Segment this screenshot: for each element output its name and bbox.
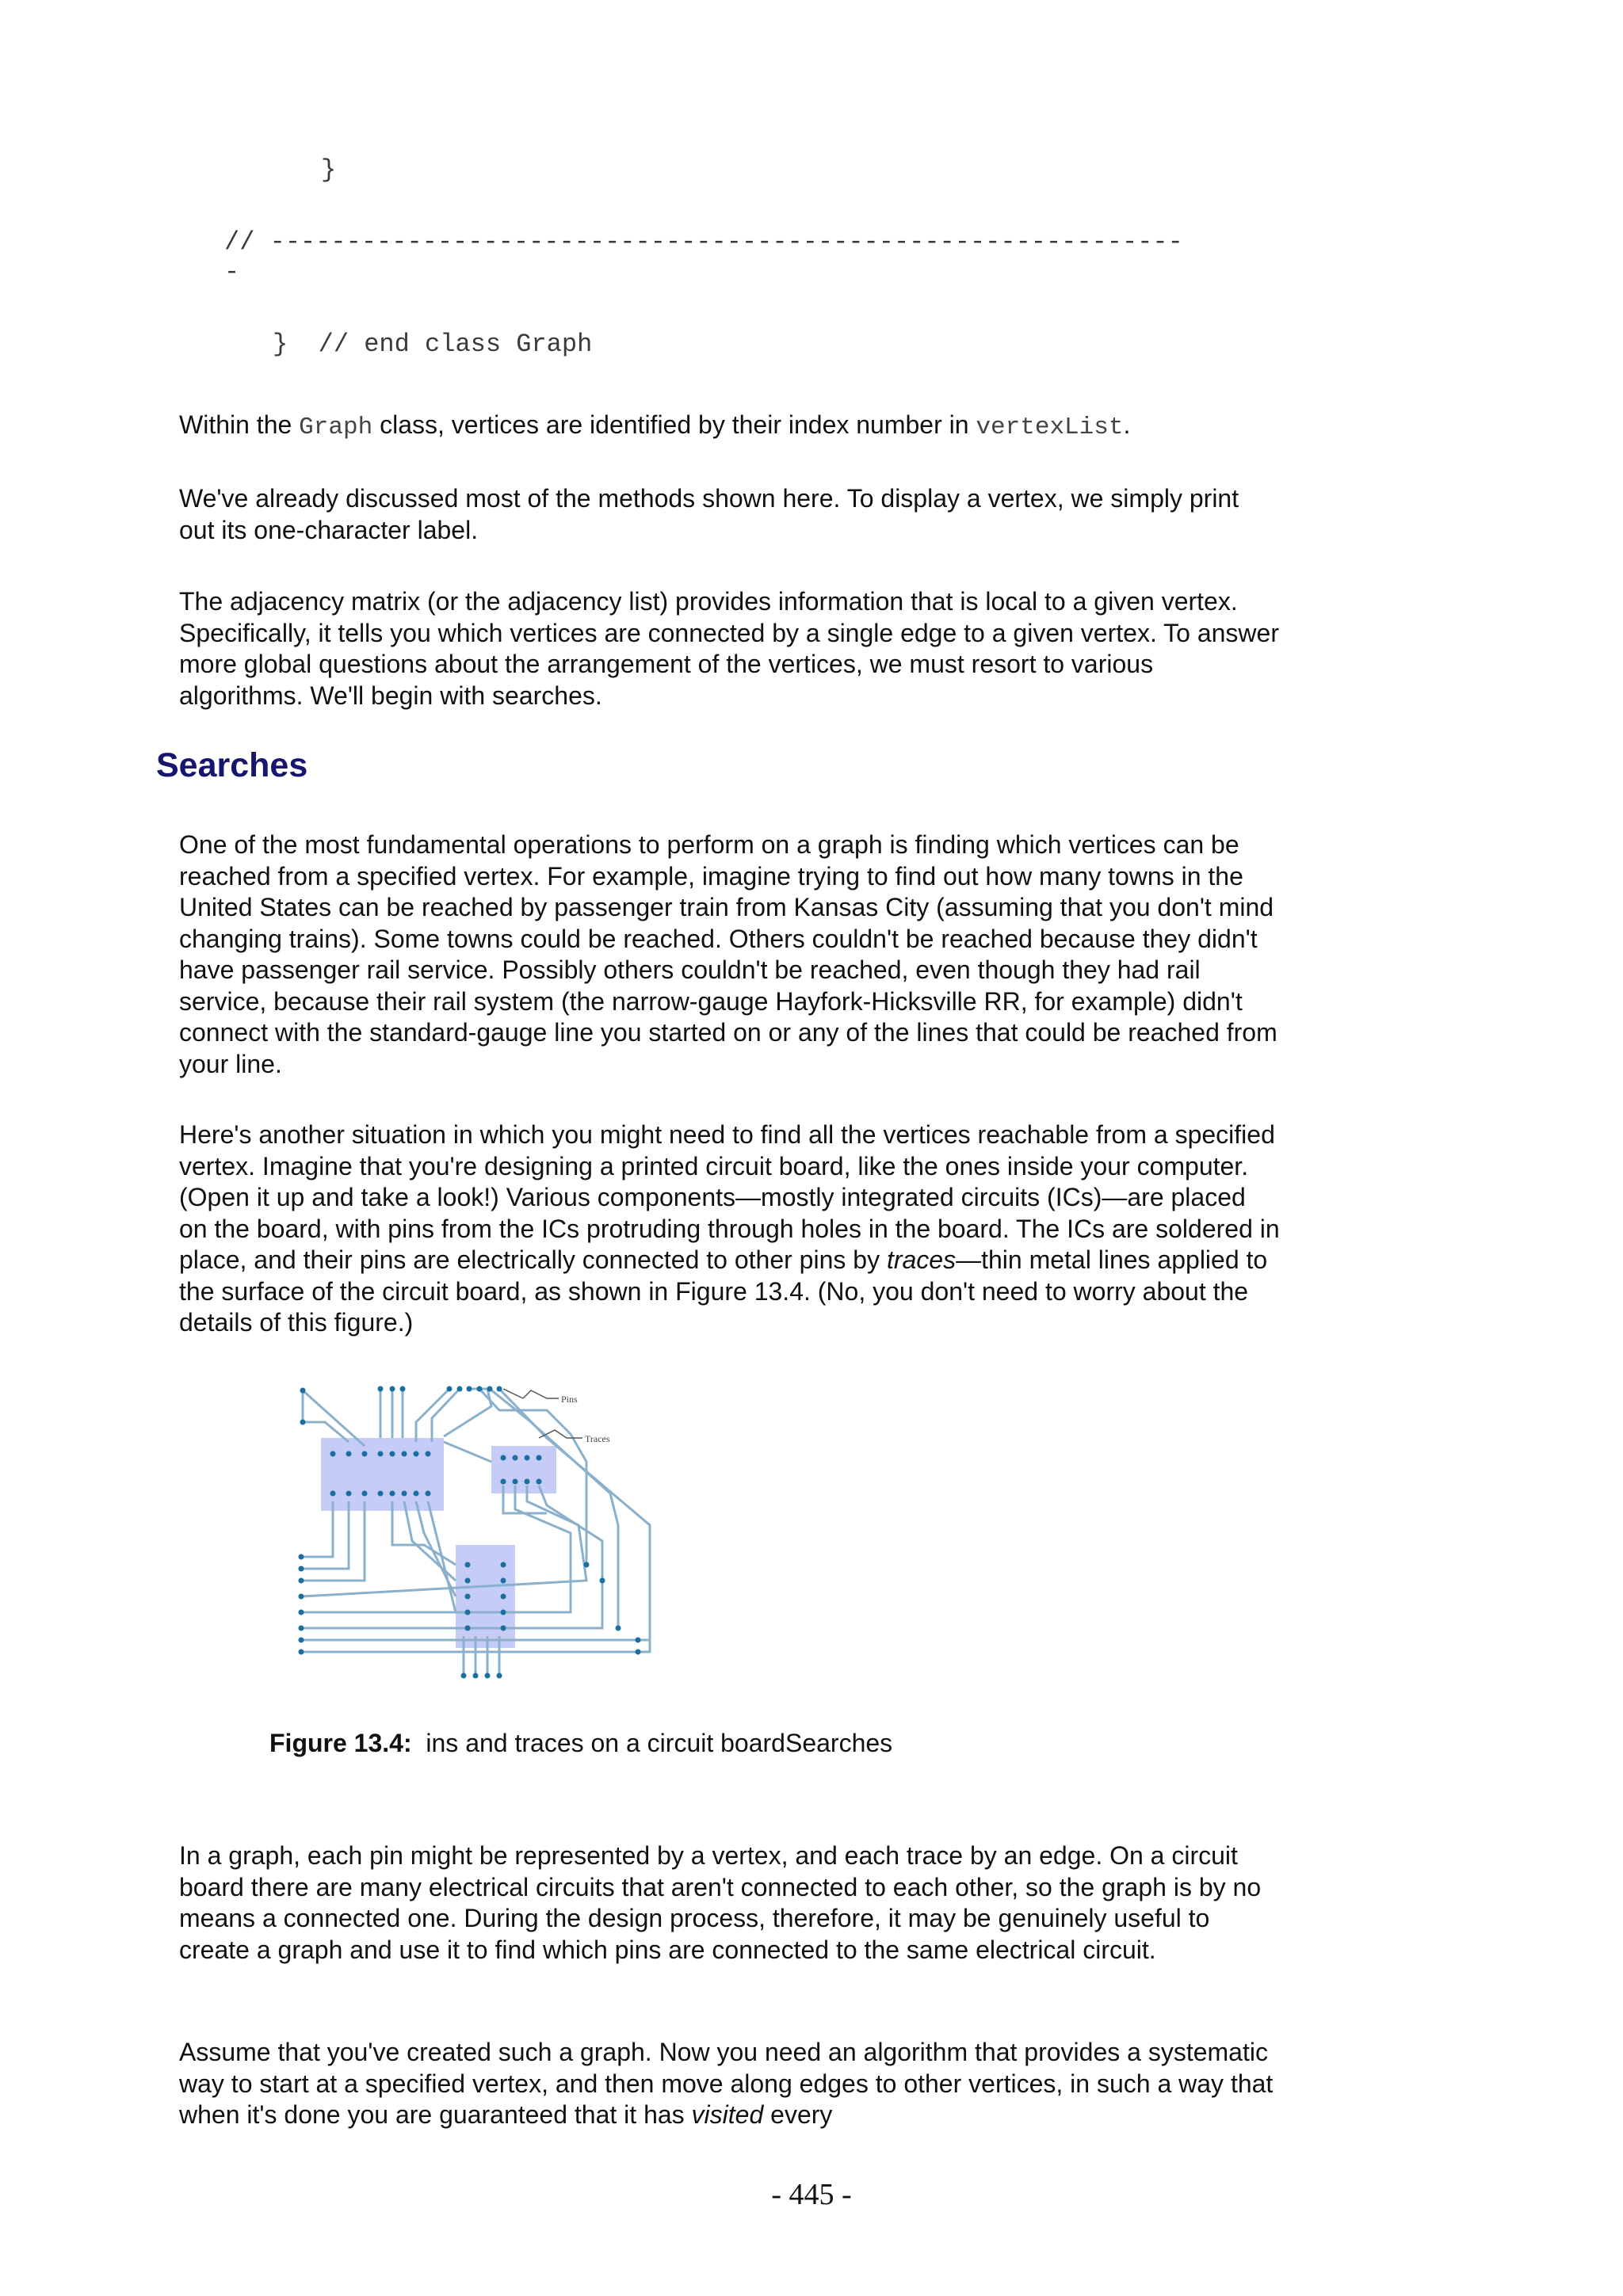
pin <box>465 1562 471 1568</box>
pin <box>501 1594 506 1600</box>
pin <box>467 1386 472 1392</box>
figure-label-traces: Traces <box>585 1433 610 1444</box>
pins-pointer <box>523 1390 559 1398</box>
figure-caption <box>269 1729 892 1758</box>
pin <box>402 1491 407 1497</box>
pin <box>402 1451 407 1457</box>
code-separator-comment: // ------------------------------------------------------------ <box>224 227 1183 257</box>
pin <box>299 1566 304 1572</box>
trace <box>444 1389 491 1436</box>
pin <box>400 1386 406 1392</box>
pin <box>477 1386 483 1392</box>
code-closing-brace: } <box>321 155 337 185</box>
pin <box>390 1451 395 1457</box>
paragraph-graph-class <box>179 410 1281 444</box>
figure-label-pins: Pins <box>561 1394 578 1405</box>
paragraph-methods: We've already discussed most of the methods shown here. To display a vertex, we simply print out its one-character label. <box>179 484 1239 544</box>
pin <box>473 1673 479 1679</box>
pin <box>346 1451 352 1457</box>
pin <box>465 1626 471 1631</box>
pin <box>525 1455 530 1461</box>
paragraph-text: Here's another situation in which you might need to find all the vertices reachable from a specified vertex. Imagine that you're designing a printed circuit board, like the ones inside your computer. (Open it up and take a look!) Various components—mostly integrated circuits (ICs)—are placed on the board, with pins from the ICs protruding through holes in the board. The ICs are soldered in place, and their pins are electrically connected to other pins by <box>179 1120 1280 1274</box>
pin <box>616 1626 621 1631</box>
pin <box>501 1610 506 1615</box>
inline-code-vertexlist: vertexList <box>976 414 1124 441</box>
pin <box>300 1388 306 1394</box>
chip-1 <box>321 1438 444 1511</box>
pin <box>447 1386 453 1392</box>
pin <box>378 1451 384 1457</box>
pin <box>501 1578 506 1584</box>
paragraph-text: Assume that you've created such a graph. Now you need an algorithm that provides a systematic way to start at a specified vertex, and then move along edges to other vertices, in such a way that when it's done you are guaranteed that it has <box>179 2038 1274 2129</box>
pin <box>461 1673 467 1679</box>
pin <box>537 1479 542 1485</box>
pin <box>457 1386 463 1392</box>
pin <box>299 1578 304 1584</box>
pin <box>513 1479 518 1485</box>
page-number: - 445 - <box>771 2178 852 2211</box>
pin <box>426 1491 431 1497</box>
paragraph-adjacency: The adjacency matrix (or the adjacency list) provides information that is local to a given vertex. Specifically, it tells you which vertices are connected by a single edge to a given vertex. To answer more global questions about the arrangement of the vertices, we must resort to various algorithms. We'll begin with searches. <box>179 587 1279 710</box>
pin <box>497 1673 502 1679</box>
pin <box>584 1562 590 1568</box>
pin <box>378 1386 384 1392</box>
trace <box>428 1501 456 1612</box>
pin <box>501 1479 506 1485</box>
paragraph-algorithm <box>179 2037 1281 2131</box>
section-heading-searches: Searches <box>156 746 308 784</box>
pin <box>497 1386 502 1392</box>
paragraph-text: every <box>763 2100 833 2129</box>
trace <box>303 1390 365 1446</box>
chip-3 <box>456 1545 515 1648</box>
pin <box>414 1491 419 1497</box>
pin <box>485 1673 491 1679</box>
pin <box>465 1578 471 1584</box>
paragraph-fundamental-operations: One of the most fundamental operations to perform on a graph is finding which vertices can be reached from a specified vertex. For example, imagine trying to find out how many towns in the United States can be reached by passenger train from Kansas City (assuming that you don't mind changing trains). Some towns could be reached. Others couldn't be reached because they didn't have passenger rail service. Possibly others couldn't be reached, even though they had rail service, because their rail system (the narrow-gauge Hayfork-Hicksville RR, for example) didn't connect with the standard-gauge line you started on or any of the lines that could be reached from your line. <box>179 830 1277 1078</box>
paragraph-text: . <box>1123 410 1131 439</box>
pin <box>513 1455 518 1461</box>
inline-code-graph: Graph <box>299 414 373 441</box>
paragraph-circuit-board <box>179 1119 1281 1339</box>
emphasis-visited: visited <box>691 2100 764 2129</box>
pin <box>501 1626 506 1631</box>
paragraph-text: Within the <box>179 410 300 439</box>
pin <box>501 1455 506 1461</box>
pin <box>390 1386 395 1392</box>
pin <box>378 1491 384 1497</box>
pin <box>636 1650 641 1655</box>
pin <box>426 1451 431 1457</box>
pin <box>414 1451 419 1457</box>
trace <box>444 1442 491 1462</box>
pin <box>330 1451 336 1457</box>
circuit-board-figure <box>285 1375 666 1688</box>
pin <box>525 1479 530 1485</box>
pin <box>537 1455 542 1461</box>
trace <box>301 1501 349 1569</box>
pin <box>346 1491 352 1497</box>
pin <box>501 1562 506 1568</box>
paragraph-text: —thin metal lines applied to the surface of the circuit board, as shown in Figure 13.4. (No, you don't need to worry about the details of this figure.) <box>179 1245 1268 1337</box>
pin <box>390 1491 395 1497</box>
pin <box>299 1594 304 1600</box>
caption-label: Figure 13.4: <box>269 1729 412 1757</box>
pin <box>299 1554 304 1560</box>
chip-2 <box>491 1446 556 1493</box>
pin <box>299 1638 304 1643</box>
pin <box>465 1594 471 1600</box>
pin <box>330 1491 336 1497</box>
pin <box>299 1626 304 1631</box>
pin <box>299 1650 304 1655</box>
pin <box>299 1610 304 1615</box>
pin <box>362 1451 368 1457</box>
paragraph-text: class, vertices are identified by their index number in <box>372 410 976 439</box>
pin <box>362 1491 368 1497</box>
caption-text: ins and traces on a circuit boardSearches <box>426 1729 893 1757</box>
pin <box>465 1610 471 1615</box>
pin <box>300 1420 306 1425</box>
emphasis-traces: traces <box>886 1245 957 1274</box>
paragraph-graph-pins: In a graph, each pin might be represented by a vertex, and each trace by an edge. On a circuit board there are many electrical circuits that aren't connected to each other, so the graph is by no means a connected one. During the design process, therefore, it may be genuinely useful to create a graph and use it to find which pins are connected to the same electrical circuit. <box>179 1841 1262 1964</box>
pin <box>487 1386 493 1392</box>
pin <box>636 1638 641 1643</box>
code-end-class: } // end class Graph <box>273 330 593 359</box>
code-separator-wrap: - <box>224 257 240 287</box>
pin <box>600 1578 605 1584</box>
